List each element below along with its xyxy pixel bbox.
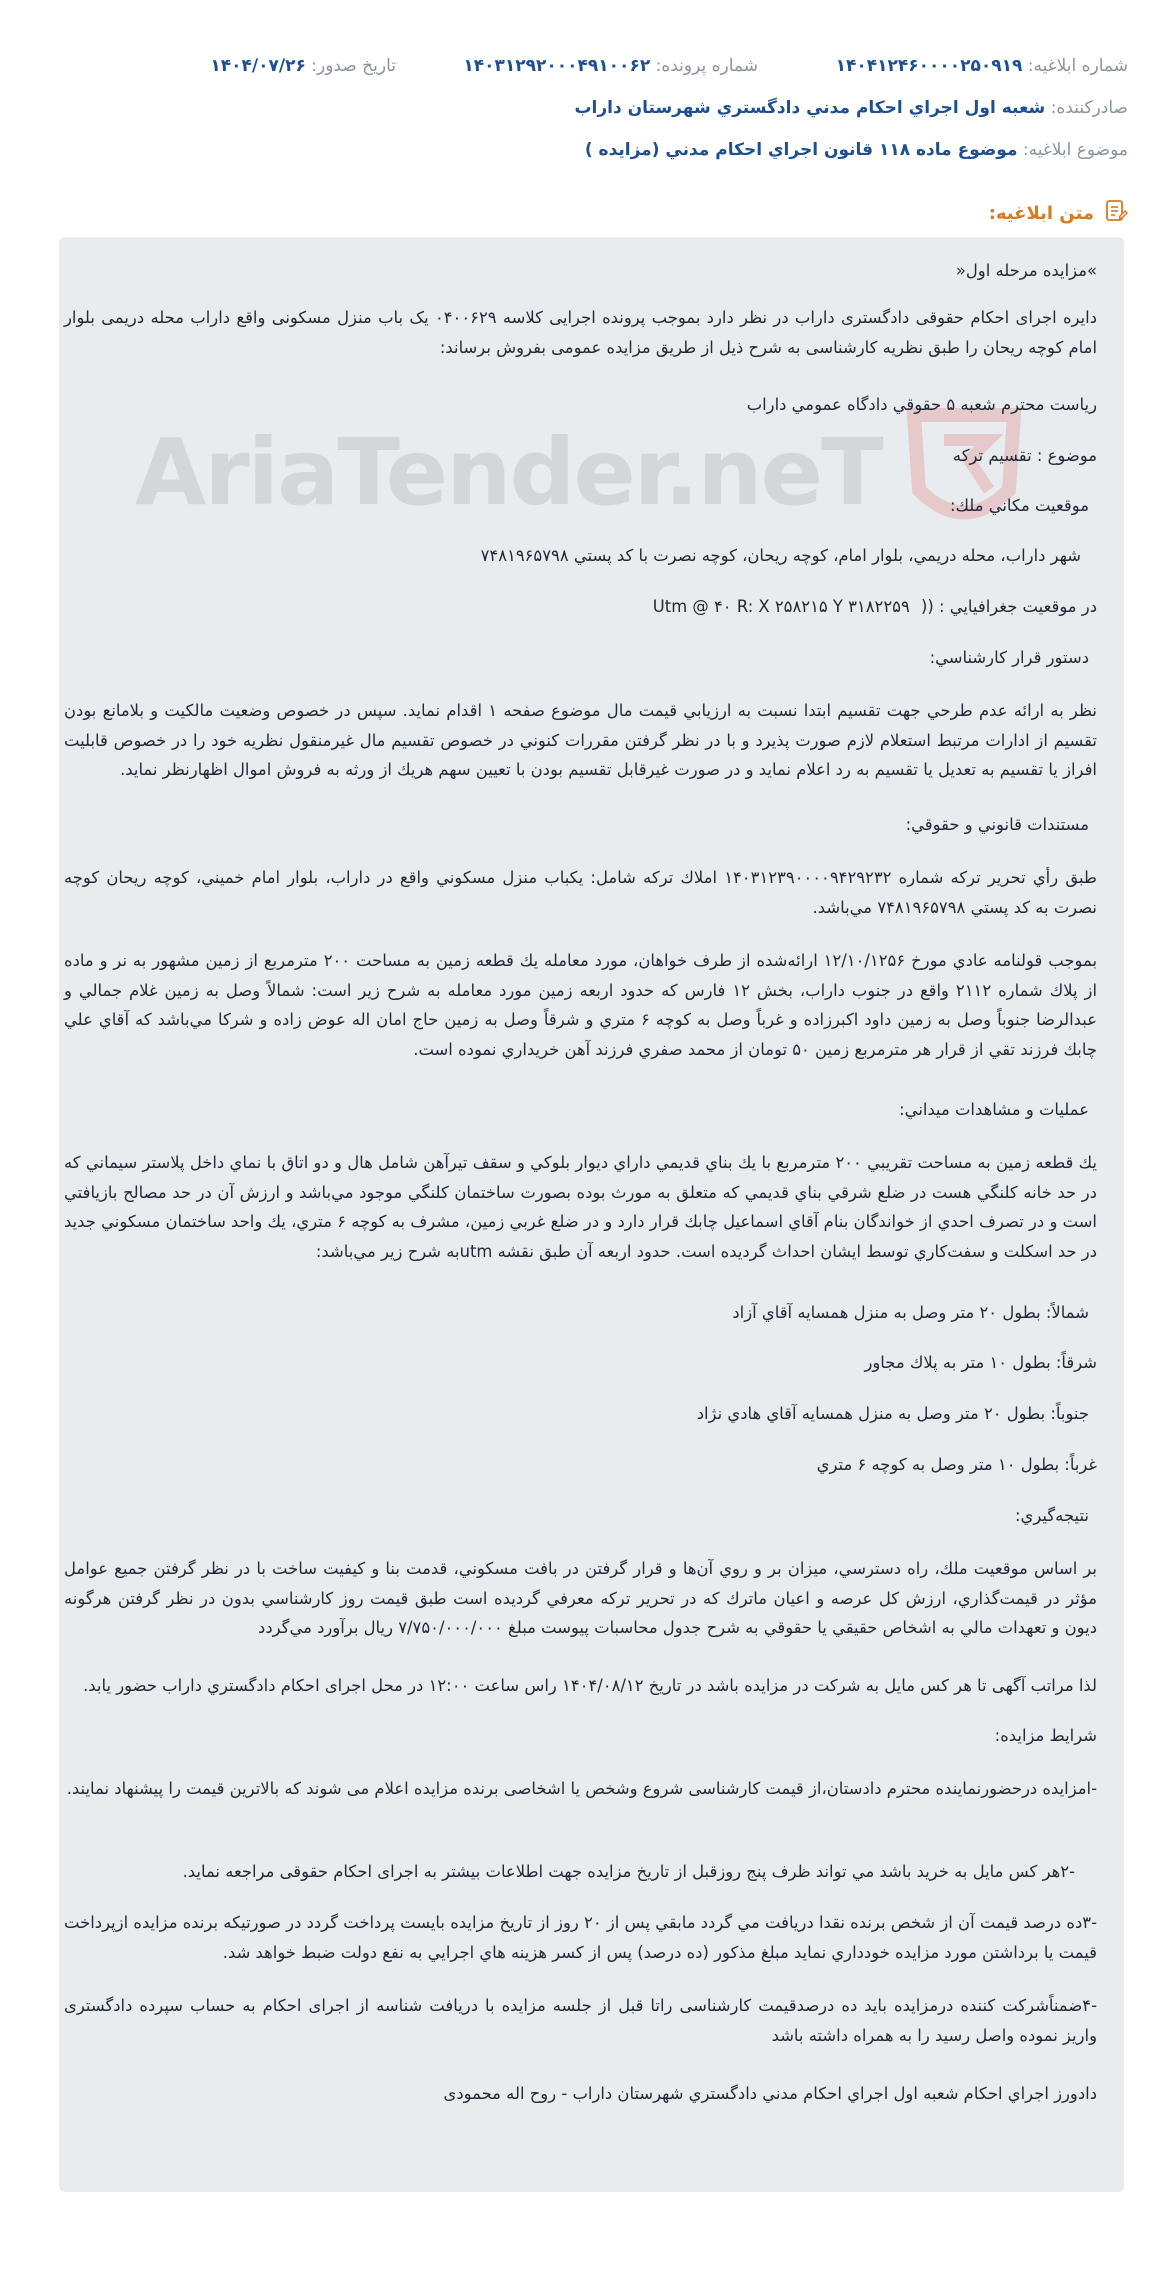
topic-line: موضوع : تقسيم تركه bbox=[952, 446, 1097, 465]
instruction-label: دستور قرار كارشناسي: bbox=[929, 648, 1089, 667]
intro-paragraph: دایره اجرای احکام حقوقی دادگستری داراب در نظر دارد بموجب پرونده اجرایی کلاسه ۰۴۰۰۶۲۹ یک باب منزل مسکونی واقع داراب محله دریمی بلوار امام کوچه ریحان را طبق نظریه کارشناسی به شرح ذیل از طریق مزایده عمومی بفروش برساند: bbox=[64, 308, 1097, 357]
subject-value: موضوع ماده ۱۱۸ قانون اجراي احكام مدني (مزايده ) bbox=[584, 140, 1018, 160]
notice-text-heading bbox=[989, 199, 1128, 227]
announcement-paragraph: لذا مراتب آگهی تا هر کس مایل به شرکت در مزایده باشد در تاریخ ۱۴۰۴/۰۸/۱۲ راس ساعت ۱۲:۰۰ در محل اجرای احکام دادگستري داراب حضور یابد. bbox=[83, 1676, 1097, 1695]
location-label: موقعيت مكاني ملك: bbox=[949, 496, 1089, 515]
result-label: نتيجه‌گيري: bbox=[1015, 1506, 1089, 1525]
issuer-value: شعبه اول اجراي احكام مدني دادگستري شهرستان داراب bbox=[574, 98, 1046, 118]
conditions-label: شرايط مزايده: bbox=[994, 1726, 1097, 1745]
condition-3: -۳ده درصد قيمت آن از شخص برنده نقدا دريافت مي گردد مابقي پس از ۲۰ روز از تاريخ مزايده بايست پرداخت گردد در صورتيكه برنده مزايده ازپرداخت قيمت يا برداشتن مورد مزايده خودداري نمايد مبلغ مذكور (ده درصد) پس از كسر هزينه هاي اجرايي به نفع دولت ضبط خواهد شد. bbox=[64, 1913, 1097, 1962]
result-paragraph: بر اساس موقعيت ملك، راه دسترسي، ميزان بر و روي آن‌ها و قرار گرفتن در بافت مسكوني، قدمت بنا و كيفيت ساخت با در نظر گرفتن جميع عوامل مؤثر در قيمت‌گذاري، ارزش كل عرصه و اعيان ماترك كه در تحرير تركه معرفي گرديده است طبق قيمت روز كارشناسي بدون در نظر گرفتن هرگونه ديون و تعهدات مالي به اشخاص حقيقي يا حقوقي به شرح جدول محاسبات پيوست مبلغ ۷/۷۵۰/۰۰۰/۰۰۰ ريال برآورد مي‌گردد bbox=[64, 1559, 1097, 1638]
legal-paragraph-1: طبق رأي تحرير تركه شماره ۱۴۰۳۱۲۳۹۰۰۰۰۹۴۲۹۲۳۲ املاك تركه شامل: يكباب منزل مسكوني واقع در داراب، بلوار امام خميني، كوچه ريحان كوچه نصرت به كد پستي ۷۴۸۱۹۶۵۷۹۸ مي‌باشد. bbox=[64, 868, 1097, 917]
subject-label: موضوع ابلاغیه: bbox=[1022, 140, 1128, 160]
condition-1: -امزایده درحضورنماینده محترم دادستان،از قیمت کارشناسی شروع وشخص یا اشخاصی برنده مزایده اعلام می شوند که بالاترین قیمت را پیشنهاد نمایند. bbox=[66, 1779, 1097, 1798]
legal-label: مستندات قانوني و حقوقي: bbox=[905, 815, 1089, 834]
field-paragraph: يك قطعه زمين به مساحت تقريبي ۲۰۰ مترمربع با يك بناي قديمي داراي ديوار بلوكي و سقف تيرآهن شامل هال و دو اتاق با نماي داخل پلاستر سيماني كه در حد خانه كلنگي هست در ضلع شرقي بناي قديمي كه متعلق به مورث بوده بصورت ساختمان كلنگي موجود مي‌باشد و ارزش آن در حد مصالح بازيافتي است و در تصرف احدي از خواندگان بنام آقاي اسماعيل چابك قرار دارد و در ضلع غربي زمين، مشرف به كوچه ۶ متري، يك واحد ساختمان مسكوني جديد در حد اسكلت و سفت‌كاري توسط ايشان احداث گرديده است. حدود اربعه آن طبق نقشه utmبه شرح زير مي‌باشد: bbox=[64, 1153, 1097, 1261]
signature-line: دادورز اجراي احكام شعبه اول اجراي احكام مدني دادگستري شهرستان داراب - روح اله محمودی bbox=[443, 2084, 1097, 2103]
field-label: عمليات و مشاهدات ميداني: bbox=[899, 1100, 1089, 1119]
instruction-paragraph: نظر به ارائه عدم طرحي جهت تقسيم ابتدا نسبت به ارزيابي قيمت مال موضوع صفحه ۱ اقدام نمايد. سپس در خصوص وضعيت مالكيت و بلامانع بودن تقسيم از ادارات مرتبط استعلام لازم صورت پذيرد و با در نظر گرفتن مقررات كنوني در خصوص تقسيم مال غيرمنقول نظريه خود را در خصوص قابليت افراز يا تقسيم به تعديل يا تقسيم به رد اعلام نمايد و در صورت غيرقابل تقسيم بودن با تعيين سهم هريك از ورثه به فروش اموال اظهارنظر نمايد. bbox=[64, 701, 1097, 780]
boundary-east: شرقاً: بطول ۱۰ متر به پلاك مجاور bbox=[864, 1353, 1097, 1372]
geo-prefix: در موقعيت جغرافيايي : (( bbox=[920, 597, 1097, 616]
notice-number-label: شماره ابلاغیه: bbox=[1027, 56, 1128, 76]
case-number-value: ۱۴۰۳۱۲۹۲۰۰۰۴۹۱۰۰۶۲ bbox=[463, 56, 651, 76]
condition-2: -۲هر كس مايل به خريد باشد مي تواند ظرف پنج روزقبل از تاريخ مزايده جهت اطلاعات بيشتر به اجرای احکام حقوقی مراجعه نمايد. bbox=[182, 1862, 1075, 1881]
notice-subject bbox=[585, 142, 1128, 159]
boundary-north: شمالاً: بطول ۲۰ متر وصل به منزل همسايه آقاي آزاد bbox=[732, 1303, 1089, 1322]
geo-coordinates: Utm @ ۴۰ R: X ۲۵۸۲۱۵ Y ۳۱۸۲۲۵۹ bbox=[652, 597, 910, 616]
issue-date bbox=[210, 58, 396, 75]
addressee-line: رياست محترم شعبه ۵ حقوقي دادگاه عمومي داراب bbox=[746, 395, 1097, 414]
notice-number bbox=[836, 58, 1128, 75]
address-line: شهر داراب، محله دريمي، بلوار امام، كوچه ريحان، كوچه نصرت با كد پستي ۷۴۸۱۹۶۵۷۹۸ bbox=[480, 546, 1081, 565]
legal-paragraph-2: بموجب قولنامه عادي مورخ ۱۲/۱۰/۱۲۵۶ ارائه‌شده از طرف خواهان، مورد معامله يك قطعه زمين به مساحت ۲۰۰ مترمربع از زمين مشهور به نر و ماده از پلاك شماره ۲۱۱۲ واقع در جنوب داراب، بخش ۱۲ فارس كه حدود اربعه زمين مورد معامله به شرح زير است: شمالاً وصل به زمين غلام جمالي و عبدالرضا جنوباً وصل به زمين داود اكبرزاده و غرباً وصل به كوچه ۶ متري و شرقاً وصل به زمين حاج امان اله عوض زاده و شركا مي‌باشد كه آقاي علي چابك فرزند تقي از قرار هر مترمربع زمين ۵۰ تومان از محمد صفري فرزند آهن خريداري نموده است. bbox=[64, 951, 1098, 1059]
notice-number-value: ۱۴۰۴۱۲۴۶۰۰۰۰۲۵۰۹۱۹ bbox=[835, 56, 1023, 76]
condition-4: -۴ضمناًشرکت کننده درمزایده باید ده درصدقیمت کارشناسی راتا قبل از جلسه مزایده با دریافت شناسه از اجرای احکام به حساب سپرده دادگستری واریز نموده واصل رسید را به همراه داشته باشد bbox=[64, 1996, 1097, 2045]
boundary-south: جنوباً: بطول ۲۰ متر وصل به منزل همسايه آقاي هادي نژاد bbox=[696, 1404, 1089, 1423]
issue-date-value: ۱۴۰۴/۰۷/۲۶ bbox=[210, 56, 306, 76]
notice-text-label: متن ابلاغیه: bbox=[988, 202, 1094, 224]
geo-line bbox=[653, 592, 1097, 622]
issuer-label: صادرکننده: bbox=[1050, 98, 1128, 118]
document-text-icon bbox=[1104, 199, 1128, 227]
case-number-label: شماره پرونده: bbox=[655, 56, 758, 76]
case-number bbox=[463, 58, 758, 75]
watermark-text: AriaTender.neT bbox=[135, 418, 882, 526]
boundary-west: غرباً: بطول ۱۰ متر وصل به كوچه ۶ متري bbox=[816, 1455, 1097, 1474]
auction-heading: »مزایده مرحله اول« bbox=[955, 261, 1097, 280]
issuer bbox=[574, 100, 1128, 117]
issue-date-label: تاریخ صدور: bbox=[311, 56, 396, 76]
